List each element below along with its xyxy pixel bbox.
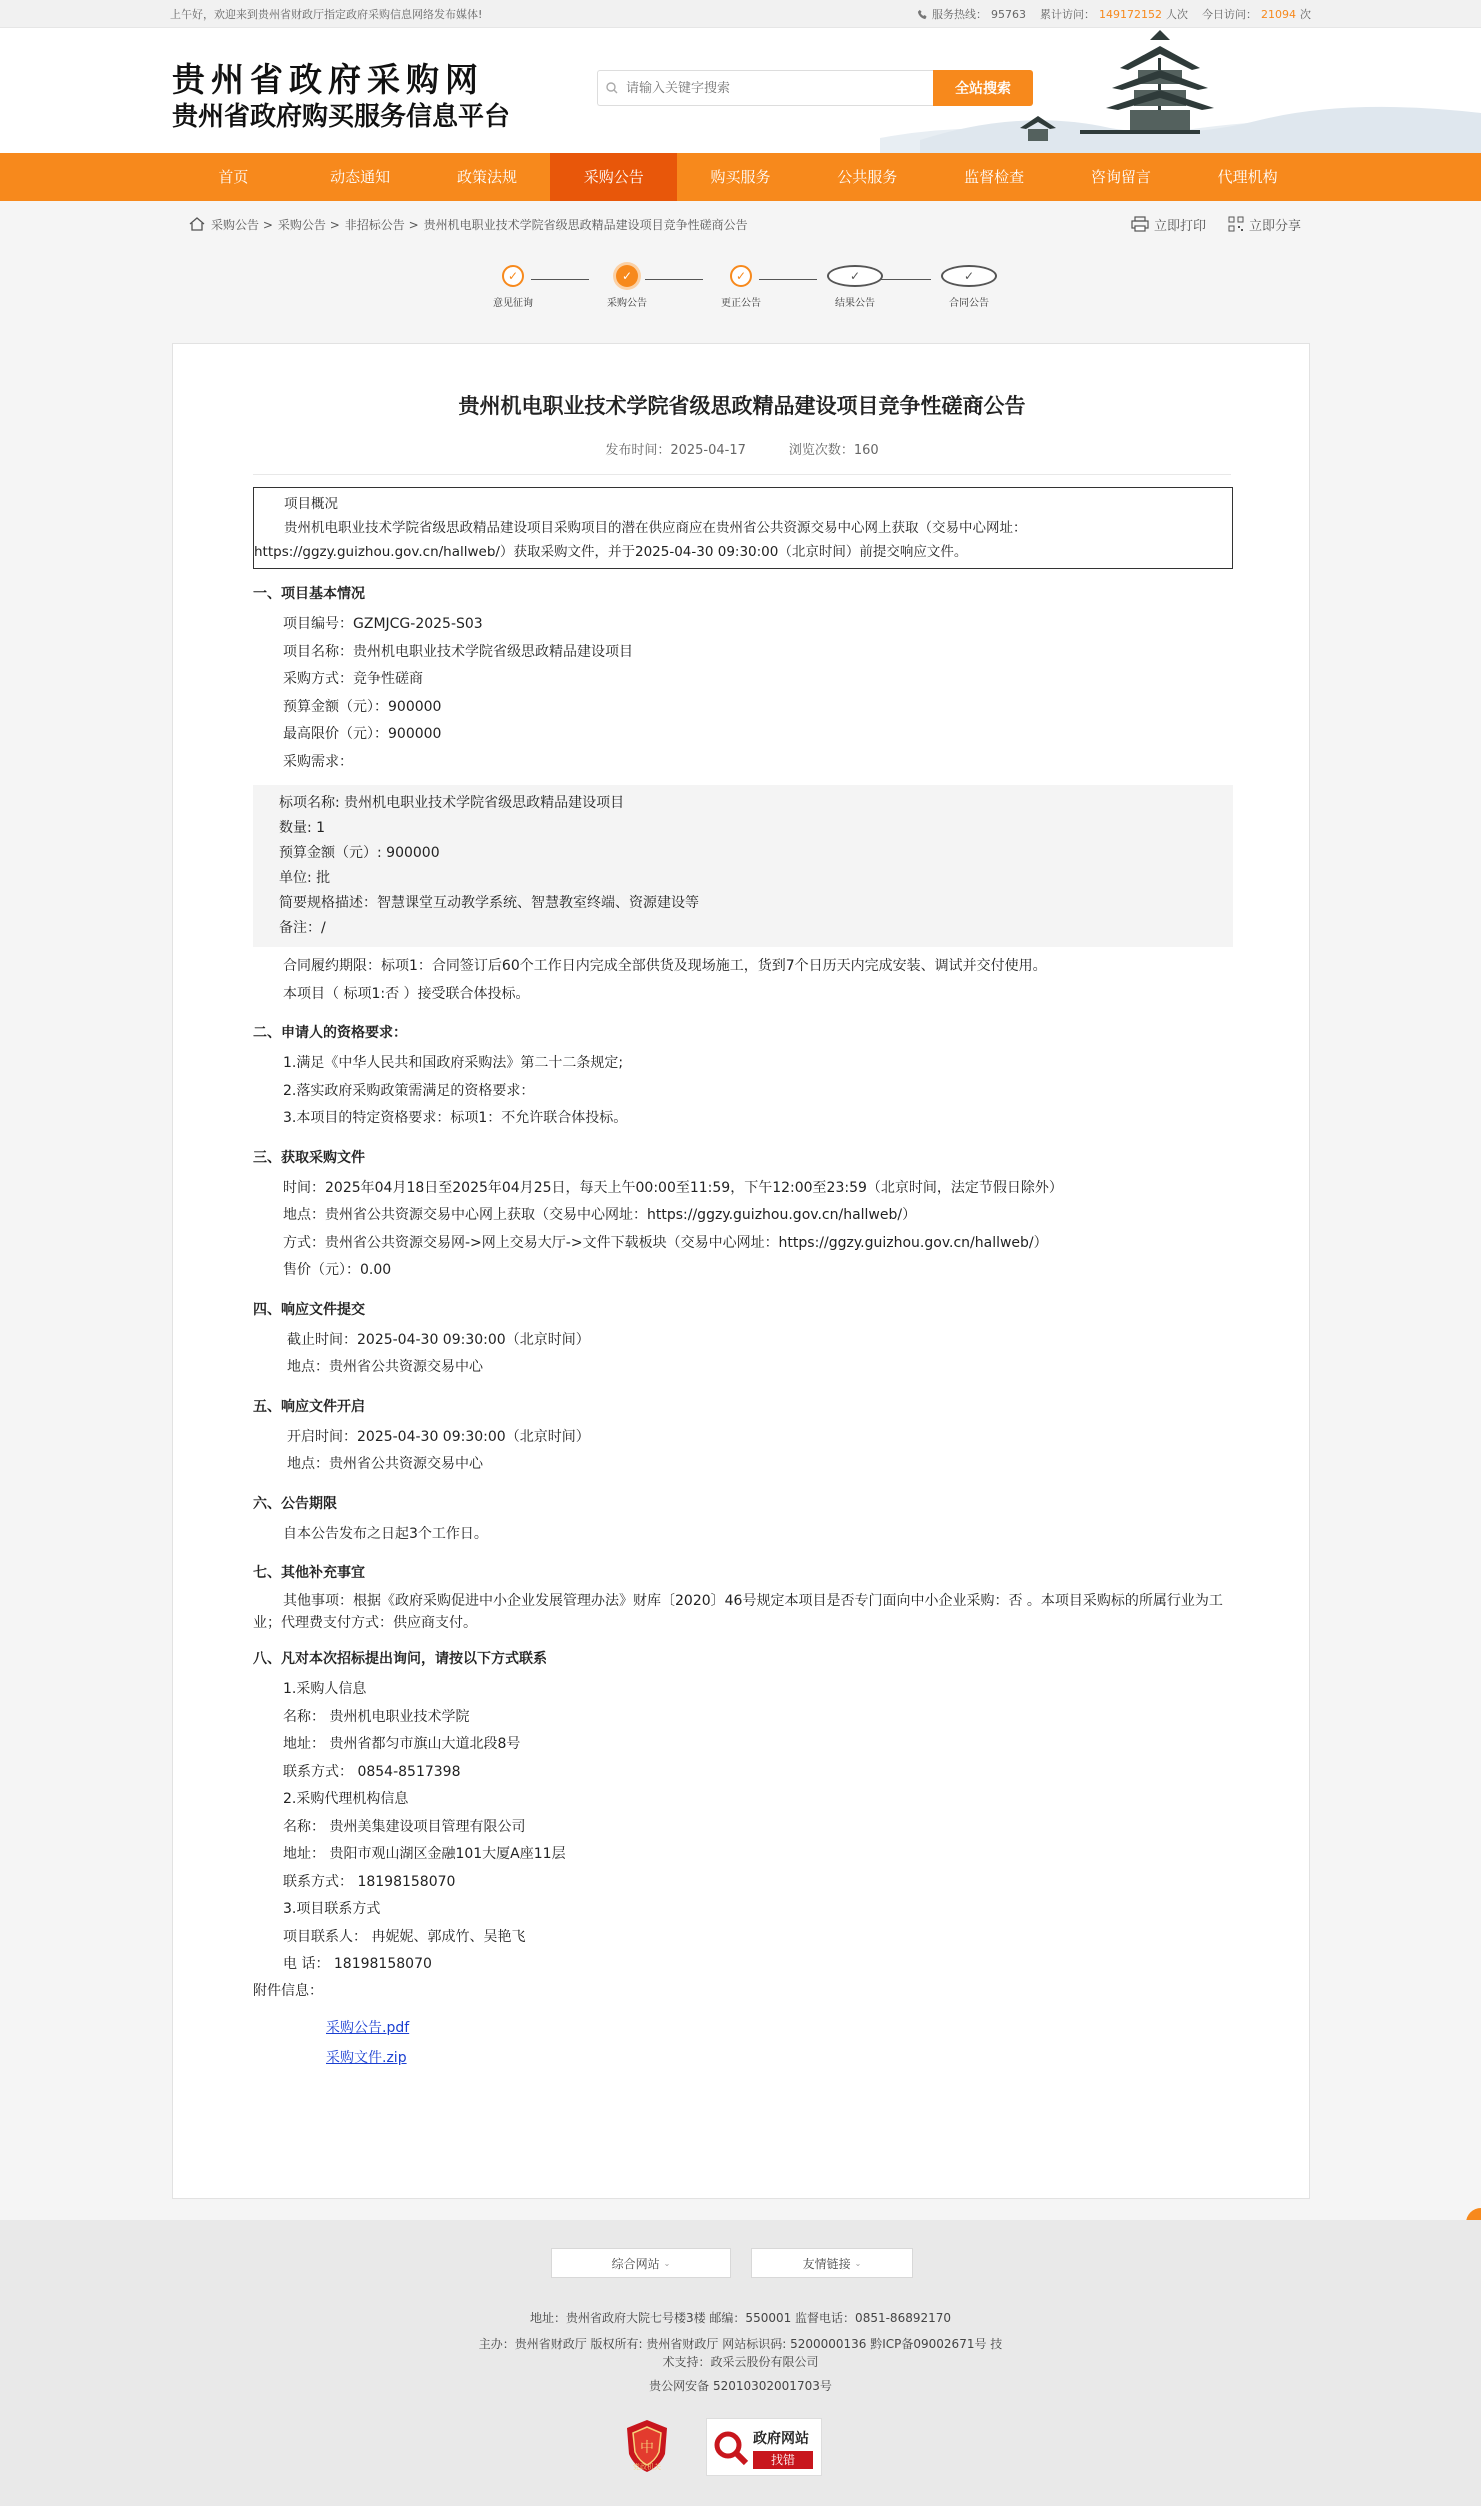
welcome-text: 上午好，欢迎来到贵州省财政厅指定政府采购信息网络发布媒体! <box>170 8 483 21</box>
site-logo-subtitle: 贵州省政府购买服务信息平台 <box>172 102 511 132</box>
contact-line: 联系方式： 0854-8517398 <box>283 1763 461 1780</box>
lot-line: 预算金额（元）: 900000 <box>279 845 440 861</box>
top-bar <box>0 0 1481 28</box>
magnifier-icon <box>711 2428 751 2468</box>
check-icon: ✓ <box>827 265 883 287</box>
breadcrumb-current: 贵州机电职业技术学院省级思政精品建设项目竞争性磋商公告 <box>423 217 748 232</box>
hotline-number: 95763 <box>991 7 1026 21</box>
home-icon[interactable] <box>188 216 206 232</box>
attachment-item <box>253 2043 1233 2073</box>
contact-line: 3.项目联系方式 <box>283 1901 381 1917</box>
qr-code-icon <box>1228 216 1244 232</box>
step-procurement-notice[interactable] <box>597 262 657 309</box>
step-correction-notice[interactable] <box>711 262 771 309</box>
attachment-label: 附件信息： <box>253 1982 323 1999</box>
select-label: 友情链接 <box>802 2256 851 2271</box>
info-line: 1.满足《中华人民共和国政府采购法》第二十二条规定; <box>283 1055 624 1071</box>
contact-line: 名称： 贵州机电职业技术学院 <box>283 1708 470 1725</box>
friend-links-select[interactable] <box>751 2248 913 2278</box>
select-label: 综合网站 <box>611 2256 660 2271</box>
lot-detail-panel <box>253 785 1233 947</box>
site-group-select[interactable] <box>551 2248 731 2278</box>
hotline-label: 服务热线： <box>932 8 987 21</box>
gov-site-report-badge[interactable] <box>706 2418 822 2476</box>
search-input[interactable] <box>626 81 906 96</box>
contact-line: 名称： 贵州美集建设项目管理有限公司 <box>283 1818 526 1835</box>
nav-home[interactable]: 首页 <box>218 168 249 186</box>
article-meta <box>173 439 1311 458</box>
info-line: 项目编号：GZMJCG-2025-S03 <box>283 616 483 632</box>
phone-icon <box>917 9 928 20</box>
footer-address: 地址：贵州省政府大院七号楼3楼 邮编：550001 监督电话：0851-86892170 <box>529 2311 952 2325</box>
svg-text:中: 中 <box>640 2440 654 2456</box>
contact-line: 项目联系人： 冉妮妮、郭成竹、吴艳飞 <box>283 1928 526 1945</box>
info-line: 预算金额（元）：900000 <box>283 698 442 715</box>
site-stats <box>917 6 1311 22</box>
total-visits-label: 累计访问： <box>1040 8 1095 21</box>
share-button[interactable] <box>1228 215 1301 234</box>
breadcrumb-item[interactable]: 采购公告 > <box>277 217 340 232</box>
check-icon: ✓ <box>730 265 752 287</box>
project-overview-box <box>253 487 1233 569</box>
info-line: 2.落实政府采购政策需满足的资格要求： <box>283 1082 535 1099</box>
info-line: 地点：贵州省公共资源交易中心 <box>287 1456 483 1472</box>
info-line: 售价（元）：0.00 <box>283 1262 392 1278</box>
section-heading: 八、凡对本次招标提出询问，请按以下方式联系 <box>253 1651 547 1667</box>
step-contract-notice[interactable] <box>939 262 999 309</box>
info-line: 地点：贵州省公共资源交易中心网上获取（交易中心网址：https://ggzy.guizhou.gov.cn/hallweb/） <box>283 1207 917 1223</box>
section-heading: 六、公告期限 <box>253 1495 337 1512</box>
nav-public-service[interactable]: 公共服务 <box>837 168 898 186</box>
step-label: 采购公告 <box>607 298 647 309</box>
site-header <box>0 28 1481 153</box>
contact-line: 2.采购代理机构信息 <box>283 1791 409 1807</box>
info-line: 采购需求： <box>283 753 353 770</box>
attachment-link-zip[interactable]: 采购文件.zip <box>326 2049 407 2066</box>
info-line: 项目名称：贵州机电职业技术学院省级思政精品建设项目 <box>283 643 633 660</box>
info-line: 时间：2025年04月18日至2025年04月25日，每天上午00:00至11:59，下午12:00至23:59（北京时间，法定节假日除外） <box>283 1179 1063 1196</box>
main-nav <box>0 153 1481 201</box>
site-logo-title[interactable]: 贵州省政府采购网 <box>172 60 484 99</box>
today-visits-label: 今日访问： <box>1202 8 1257 21</box>
search-button[interactable]: 全站搜索 <box>933 70 1033 106</box>
chevron-down-icon: ⌄ <box>663 2258 671 2268</box>
share-label: 立即分享 <box>1248 218 1301 234</box>
nav-policy[interactable]: 政策法规 <box>456 168 517 186</box>
section-heading: 二、申请人的资格要求： <box>253 1025 407 1041</box>
total-visits-unit: 人次 <box>1166 8 1188 21</box>
info-line: 本项目（ 标项1:否 ）接受联合体投标。 <box>283 985 530 1002</box>
lot-line: 单位: 批 <box>279 870 331 886</box>
search-box <box>597 70 933 106</box>
print-button[interactable] <box>1131 215 1206 234</box>
contact-line: 地址： 贵阳市观山湖区金融101大厦A座11层 <box>283 1846 566 1862</box>
info-line: 地点：贵州省公共资源交易中心 <box>287 1359 483 1375</box>
nav-supervision[interactable]: 监督检查 <box>964 168 1025 186</box>
nav-news[interactable]: 动态通知 <box>330 168 391 186</box>
step-consultation[interactable] <box>483 262 543 309</box>
printer-icon <box>1131 216 1149 232</box>
info-line: 合同履约期限：标项1：合同签订后60个工作日内完成全部供货及现场施工，货到7个日历天内完成安装、调试并交付使用。 <box>283 958 1047 974</box>
contact-line: 联系方式： 18198158070 <box>283 1873 456 1890</box>
section-heading: 一、项目基本情况 <box>253 586 365 602</box>
site-footer <box>0 2220 1481 2506</box>
info-line: 3.本项目的特定资格要求：标项1：不允许联合体投标。 <box>283 1110 628 1126</box>
overview-text: 贵州机电职业技术学院省级思政精品建设项目采购项目的潜在供应商应在贵州省公共资源交易中心网上获取（交易中心网址：https://ggzy.guizhou.gov.cn/hallweb/）获取采购文件，并于2025-04-30 09:30:00（北京时间）前提交响应文件。 <box>254 520 1027 560</box>
step-label: 意见征询 <box>493 298 533 309</box>
check-icon: ✓ <box>616 265 638 287</box>
total-visits: 149172152 <box>1099 7 1162 21</box>
lot-line: 标项名称: 贵州机电职业技术学院省级思政精品建设项目 <box>279 795 625 811</box>
article-title: 贵州机电职业技术学院省级思政精品建设项目竞争性磋商公告 <box>458 394 1026 418</box>
badge-title: 政府网站 <box>753 2431 809 2447</box>
footer-tech-support: 术支持：政采云股份有限公司 <box>662 2355 819 2369</box>
contact-line: 1.采购人信息 <box>283 1681 367 1697</box>
chevron-down-icon: ⌄ <box>854 2258 862 2268</box>
info-line: 采购方式：竞争性磋商 <box>283 671 423 687</box>
breadcrumb-item[interactable]: 非招标公告 > <box>344 217 419 232</box>
section-heading: 五、响应文件开启 <box>253 1398 365 1415</box>
today-visits: 21094 <box>1261 7 1296 21</box>
step-label: 更正公告 <box>721 298 761 309</box>
footer-host: 主办：贵州省财政厅 版权所有: 贵州省财政厅 网站标识码: 5200000136 黔ICP备09002671号 技 <box>478 2337 1003 2351</box>
publish-date: 发布时间：2025-04-17 <box>605 443 746 458</box>
step-result-notice[interactable] <box>825 262 885 309</box>
footer-police-record: 贵公网安备 52010302001703号 <box>649 2379 832 2393</box>
section-heading: 三、获取采购文件 <box>253 1149 365 1166</box>
contact-line: 电 话： 18198158070 <box>283 1956 432 1972</box>
nav-procurement[interactable]: 采购公告 <box>550 153 677 201</box>
lot-line: 数量: 1 <box>279 820 326 836</box>
nav-purchase-service[interactable]: 购买服务 <box>710 168 771 186</box>
check-icon: ✓ <box>502 265 524 287</box>
attachment-item <box>253 2013 1233 2043</box>
nav-agency[interactable]: 代理机构 <box>1217 168 1278 186</box>
info-line: 方式：贵州省公共资源交易网->网上交易大厅->文件下载板块（交易中心网址：https://ggzy.guizhou.gov.cn/hallweb/） <box>283 1234 1048 1251</box>
attachment-link-pdf[interactable]: 采购公告.pdf <box>326 2019 410 2036</box>
lot-line: 简要规格描述：智慧课堂互动教学系统、智慧教室终端、资源建设等 <box>279 895 699 911</box>
article-card <box>172 343 1310 2199</box>
today-visits-unit: 次 <box>1300 8 1311 21</box>
breadcrumb-item[interactable]: 采购公告 > <box>211 217 273 232</box>
info-line: 其他事项：根据《政府采购促进中小企业发展管理办法》财库〔2020〕46号规定本项目是否专门面向中小企业采购：否 。本项目采购标的所属行业为工业；代理费支付方式：供应商支付。 <box>253 1593 1223 1631</box>
step-label: 结果公告 <box>835 298 875 309</box>
breadcrumb-bar <box>170 205 1311 243</box>
print-label: 立即打印 <box>1153 218 1206 234</box>
party-government-badge[interactable] <box>624 2418 670 2474</box>
view-count: 浏览次数：160 <box>788 443 879 458</box>
info-line: 最高限价（元）：900000 <box>283 726 442 742</box>
section-heading: 七、其他补充事宜 <box>253 1565 365 1581</box>
info-line: 截止时间：2025-04-30 09:30:00（北京时间） <box>287 1331 590 1348</box>
contact-line: 地址： 贵州省都匀市旗山大道北段8号 <box>283 1736 521 1752</box>
overview-title: 项目概况 <box>284 496 338 512</box>
article-body <box>253 484 1233 2073</box>
info-line: 自本公告发布之日起3个工作日。 <box>283 1525 488 1542</box>
badge-subtitle: 找错 <box>753 2451 813 2469</box>
breadcrumb <box>170 216 748 233</box>
check-icon: ✓ <box>941 265 997 287</box>
announcement-progress <box>480 262 1020 317</box>
info-line: 开启时间：2025-04-30 09:30:00（北京时间） <box>287 1428 590 1445</box>
search-icon <box>606 82 618 94</box>
section-heading: 四、响应文件提交 <box>253 1301 365 1318</box>
step-label: 合同公告 <box>949 298 989 309</box>
badge-label: 党政机关 <box>633 2463 661 2471</box>
lot-line: 备注：/ <box>279 920 326 936</box>
nav-consult[interactable]: 咨询留言 <box>1090 168 1151 186</box>
